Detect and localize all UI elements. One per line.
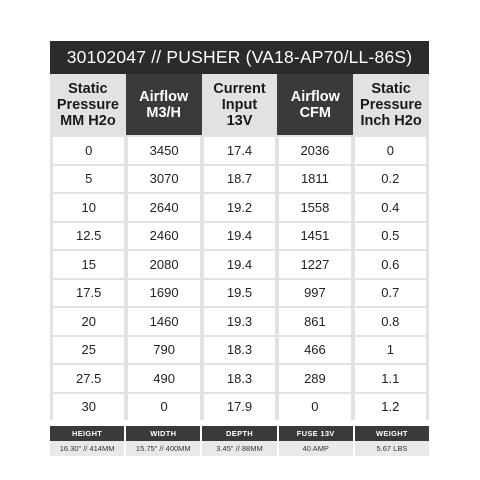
column-header-line: Inch H2o bbox=[360, 112, 422, 129]
table-cell: 12.5 bbox=[53, 223, 124, 250]
table-row bbox=[50, 166, 429, 193]
dimensions-header-row bbox=[50, 426, 429, 441]
column-header-line: 13V bbox=[226, 112, 253, 129]
table-cell: 0.4 bbox=[355, 194, 426, 221]
column-header-0 bbox=[50, 74, 126, 135]
table-cell: 1 bbox=[355, 337, 426, 364]
table-cell: 20 bbox=[53, 308, 124, 335]
table-cell: 997 bbox=[279, 280, 350, 307]
column-header-1 bbox=[126, 74, 202, 135]
column-header-line: Pressure bbox=[360, 96, 423, 113]
table-row bbox=[50, 337, 429, 364]
table-cell: 289 bbox=[279, 365, 350, 392]
table-cell: 10 bbox=[53, 194, 124, 221]
table-row bbox=[50, 251, 429, 278]
table-row bbox=[50, 223, 429, 250]
table-row bbox=[50, 137, 429, 164]
column-header-line: Static bbox=[68, 80, 108, 97]
airflow-table-body bbox=[50, 135, 429, 420]
column-header-2 bbox=[202, 74, 278, 135]
dimension-label: WEIGHT bbox=[376, 429, 408, 438]
table-cell: 19.4 bbox=[204, 223, 275, 250]
column-header-line: Airflow bbox=[290, 88, 340, 105]
table-cell: 0 bbox=[279, 394, 350, 421]
dimension-value: 15.75" // 400MM bbox=[126, 441, 202, 456]
table-cell: 0.5 bbox=[355, 223, 426, 250]
table-cell: 1.2 bbox=[355, 394, 426, 421]
table-cell: 1227 bbox=[279, 251, 350, 278]
table-cell: 25 bbox=[53, 337, 124, 364]
column-header-line: CFM bbox=[299, 104, 331, 121]
dimension-value: 16.30" // 414MM bbox=[50, 441, 126, 456]
table-cell: 2036 bbox=[279, 137, 350, 164]
table-cell: 18.3 bbox=[204, 337, 275, 364]
dimension-label: DEPTH bbox=[202, 426, 278, 441]
table-cell: 15 bbox=[53, 251, 124, 278]
table-cell: 2460 bbox=[128, 223, 199, 250]
column-header-line: Airflow bbox=[139, 88, 189, 105]
table-cell: 19.5 bbox=[204, 280, 275, 307]
table-cell: 490 bbox=[128, 365, 199, 392]
table-cell: 3070 bbox=[128, 166, 199, 193]
column-header-4 bbox=[353, 74, 429, 135]
table-cell: 2640 bbox=[128, 194, 199, 221]
table-cell: 1811 bbox=[279, 166, 350, 193]
table-row bbox=[50, 308, 429, 335]
dimension-value: 5.67 LBS bbox=[376, 444, 408, 453]
table-cell: 27.5 bbox=[53, 365, 124, 392]
table-row bbox=[50, 394, 429, 421]
column-header-line: M3/H bbox=[146, 104, 182, 121]
table-cell: 1690 bbox=[128, 280, 199, 307]
table-cell: 466 bbox=[279, 337, 350, 364]
table-cell: 17.4 bbox=[204, 137, 275, 164]
table-cell: 0 bbox=[128, 394, 199, 421]
table-cell: 2080 bbox=[128, 251, 199, 278]
table-row bbox=[50, 280, 429, 307]
table-cell: 1460 bbox=[128, 308, 199, 335]
table-cell: 790 bbox=[128, 337, 199, 364]
table-row bbox=[50, 194, 429, 221]
table-cell: 18.3 bbox=[204, 365, 275, 392]
table-cell: 1558 bbox=[279, 194, 350, 221]
column-header-line: MM H2o bbox=[60, 112, 116, 129]
table-header-row bbox=[50, 74, 429, 135]
column-header-line: Input bbox=[221, 96, 258, 113]
table-row bbox=[50, 365, 429, 392]
dimensions-value-row bbox=[50, 441, 429, 456]
table-cell: 30 bbox=[53, 394, 124, 421]
table-cell: 19.4 bbox=[204, 251, 275, 278]
table-cell: 18.7 bbox=[204, 166, 275, 193]
column-header-line: Pressure bbox=[56, 96, 119, 113]
table-cell: 19.2 bbox=[204, 194, 275, 221]
column-header-3 bbox=[277, 74, 353, 135]
table-cell: 0.2 bbox=[355, 166, 426, 193]
table-cell: 0 bbox=[53, 137, 124, 164]
table-cell: 0 bbox=[355, 137, 426, 164]
column-header-line: Static bbox=[371, 80, 411, 97]
table-cell: 1451 bbox=[279, 223, 350, 250]
spec-sheet bbox=[50, 41, 429, 456]
table-cell: 0.7 bbox=[355, 280, 426, 307]
table-cell: 17.9 bbox=[204, 394, 275, 421]
dimension-label: FUSE 13V bbox=[279, 426, 355, 441]
dimension-label: HEIGHT bbox=[50, 426, 126, 441]
table-cell: 861 bbox=[279, 308, 350, 335]
table-cell: 1.1 bbox=[355, 365, 426, 392]
dimension-value: 40 AMP bbox=[279, 441, 355, 456]
table-cell: 0.8 bbox=[355, 308, 426, 335]
table-cell: 5 bbox=[53, 166, 124, 193]
table-cell: 19.3 bbox=[204, 308, 275, 335]
table-cell: 3450 bbox=[128, 137, 199, 164]
spec-title: 30102047 // PUSHER (VA18-AP70/LL-86S) bbox=[50, 41, 429, 74]
dimension-label: WIDTH bbox=[126, 426, 202, 441]
table-cell: 0.6 bbox=[355, 251, 426, 278]
column-header-line: Current bbox=[213, 80, 266, 97]
dimension-value: 3.45" // 88MM bbox=[202, 441, 278, 456]
table-cell: 17.5 bbox=[53, 280, 124, 307]
